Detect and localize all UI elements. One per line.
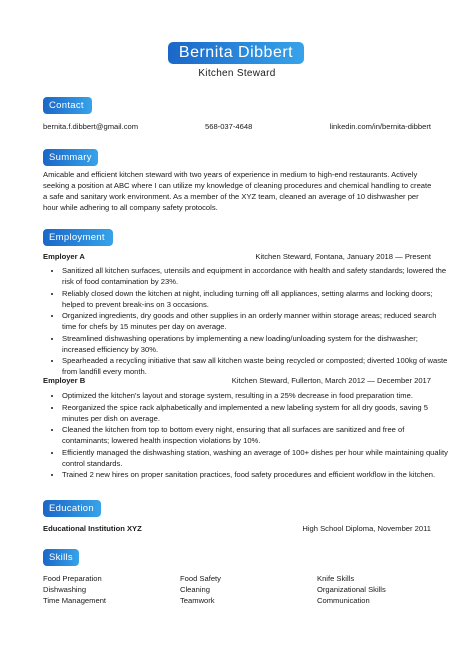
skill-item: Cleaning — [180, 585, 210, 594]
list-item: • Reliably closed down the kitchen at night, including turning off all appliances, setting alarms and locking doors; helped to prevent break-ins on 3 occasions. — [62, 288, 452, 310]
employer-a-role: Kitchen Steward, Fontana, January 2018 — Present — [255, 252, 431, 261]
degree-date: High School Diploma, November 2011 — [302, 524, 431, 533]
skills-heading: Skills — [43, 549, 79, 566]
list-item: • Cleaned the kitchen from top to bottom every night, ensuring that all surfaces are sanitized and free of contaminants; lowered health inspection violations by 10%. — [62, 424, 452, 446]
institution-name: Educational Institution XYZ — [43, 524, 142, 533]
list-item: • Efficiently managed the dishwashing station, washing an average of 100+ dishes per hour while maintaining quality control standards. — [62, 447, 452, 469]
summary-heading: Summary — [43, 149, 98, 166]
linkedin-link[interactable]: linkedin.com/in/bernita-dibbert — [329, 122, 431, 131]
skill-item: Food Preparation — [43, 574, 102, 583]
summary-text: Amicable and efficient kitchen steward with two years of experience in medium to high-end restaurants. Actively seeking a position at ABC where I can utilize my knowledge of cleaning procedures and chemical handling to create a safe and sanitary work environment. As a member of the XYZ team, cleaned an average of 10 dishwasher per hour while adhering to all company safety protocols. — [43, 170, 432, 212]
list-item: • Trained 2 new hires on proper sanitation practices, food safety procedures and efficient workflow in the kitchen. — [62, 469, 452, 480]
employer-b-role: Kitchen Steward, Fullerton, March 2012 — December 2017 — [231, 376, 431, 385]
skill-item: Communication — [317, 596, 370, 605]
skill-item: Knife Skills — [317, 574, 355, 583]
skill-item: Organizational Skills — [317, 585, 386, 594]
contact-heading: Contact — [43, 97, 92, 114]
skill-item: Dishwashing — [43, 585, 87, 594]
employer-a-bullets — [50, 265, 452, 378]
skill-item: Time Management — [43, 596, 107, 605]
list-item: • Spearheaded a recycling initiative that saw all kitchen waste being recycled or composted; diverted 100kg of waste from landfill every month. — [62, 355, 452, 377]
phone-number: 568-037-4648 — [205, 122, 253, 131]
employer-b-bullets — [50, 390, 452, 481]
list-item: • Reorganized the spice rack alphabetically and implemented a new labeling system for all dry goods, saving 5 minutes per dish on average. — [62, 402, 452, 424]
employer-a-name: Employer A — [43, 252, 85, 261]
skill-item: Food Safety — [180, 574, 221, 583]
candidate-name: Bernita Dibbert — [168, 42, 304, 64]
list-item: • Organized ingredients, dry goods and other supplies in an orderly manner within storage areas; reduced search time for chefs by 15 minutes per day on average. — [62, 310, 452, 332]
education-heading: Education — [43, 500, 101, 517]
list-item: • Sanitized all kitchen surfaces, utensils and equipment in accordance with health and safety standards; lowered the risk of food contamination by 23%. — [62, 265, 452, 287]
job-title: Kitchen Steward — [198, 68, 276, 79]
employer-b-name: Employer B — [43, 376, 86, 385]
email-link[interactable]: bernita.f.dibbert@gmail.com — [43, 122, 139, 131]
skill-item: Teamwork — [180, 596, 215, 605]
list-item: • Optimized the kitchen's layout and storage system, resulting in a 25% decrease in food preparation time. — [62, 390, 452, 401]
list-item: • Streamlined dishwashing operations by implementing a new loading/unloading system for the dishwasher; increased efficiency by 30%. — [62, 333, 452, 355]
employment-heading: Employment — [43, 229, 113, 246]
